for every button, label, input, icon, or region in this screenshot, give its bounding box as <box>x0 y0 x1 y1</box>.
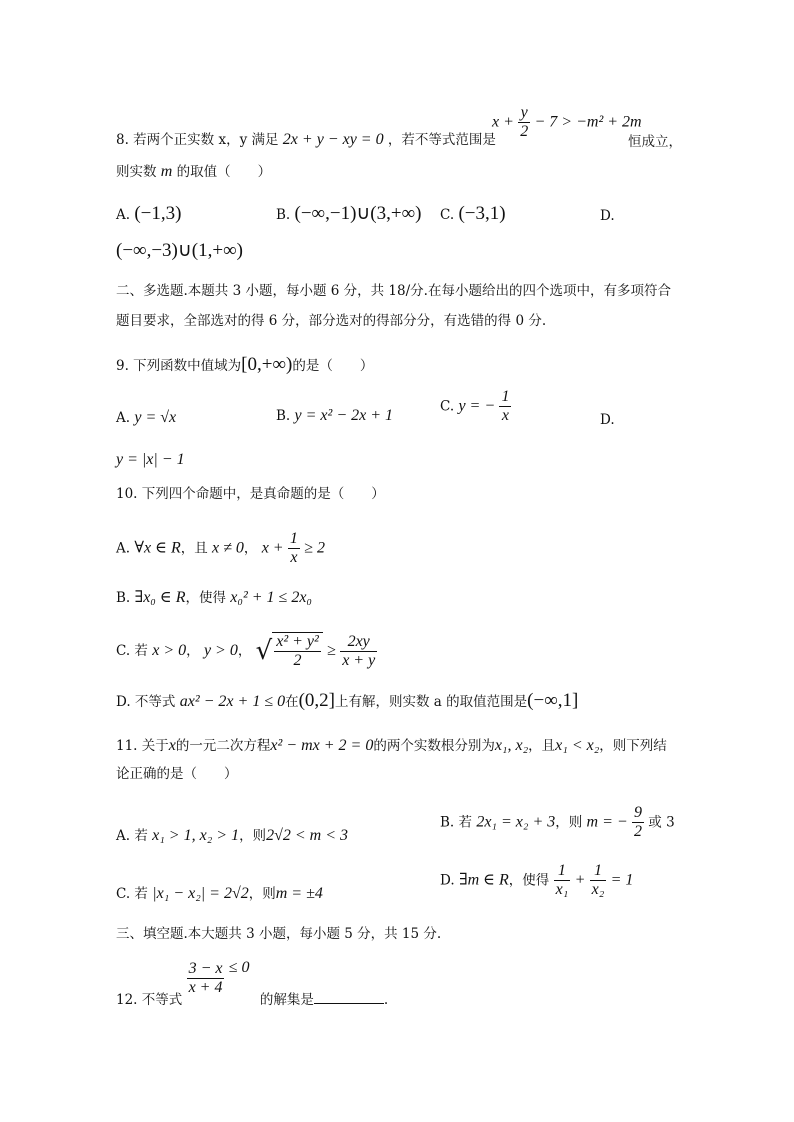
q8-option-b-value: (−∞,−1)∪(3,+∞) <box>294 203 422 224</box>
q10-a-cond: x ≠ 0 <box>212 539 244 557</box>
q10-option-a-label: A. <box>116 540 131 557</box>
q11-d-exists: ∃m ∈ R <box>458 871 509 889</box>
q11-b-cond: 2x₁ = x₂ + 3 <box>476 813 556 831</box>
q10-b-text: ，使得 <box>185 590 226 606</box>
q11-order: x₁ < x₂ <box>555 737 600 754</box>
q11-d-plus: + <box>574 871 586 889</box>
q11-stem-6: 论正确的是（ ） <box>116 766 238 782</box>
q8-option-d-value: (−∞,−3)∪(1,+∞) <box>116 240 243 261</box>
q8-stem-2: ，若不等式范围是 <box>387 132 496 148</box>
q9-c-den: x <box>501 407 509 425</box>
q9-option-a <box>116 408 176 427</box>
q12-den: x + 4 <box>188 979 223 996</box>
q12-period: . <box>383 992 389 1008</box>
q12-answer-blank[interactable] <box>314 989 384 1004</box>
q8-stem-5: 的取值（ ） <box>176 164 272 180</box>
q8-frac-den: 2 <box>520 123 529 141</box>
section2-instruction: 题目要求，全部选对的得 6 分，部分选对的得部分分，有选错的得 0 分. <box>116 313 547 329</box>
q8-option-c-label: C. <box>440 207 455 223</box>
q11-a-result: 2√2 < m < 3 <box>266 827 348 844</box>
q11-var-x: x <box>168 737 176 754</box>
q11-d-den2: x₂ <box>591 881 605 899</box>
q10-c-comma1: ， <box>186 642 200 659</box>
q8-stem: 8. 若两个正实数 x，y 满足 <box>116 132 279 148</box>
q8-option-d-label: D. <box>600 208 615 224</box>
q10-option-d <box>116 690 578 713</box>
q9-option-b <box>276 406 393 425</box>
q12-stem: 12. 不等式 <box>116 992 183 1008</box>
q10-c-den: x + y <box>342 651 376 669</box>
q11-stem-5: ，则下列结 <box>599 738 667 754</box>
q10-option-d-label: D. 不等式 <box>116 694 176 710</box>
q9-option-d-label: D. <box>600 412 615 428</box>
q11-d-num2: 1 <box>590 862 607 881</box>
q10-d-range: (−∞,1] <box>527 690 579 711</box>
q10-b-ineq: x₀² + 1 ≤ 2x₀ <box>230 589 312 606</box>
q8-ineq-right: − 7 > −m² + 2m <box>534 113 642 131</box>
sqrt-icon: √ <box>255 635 273 666</box>
q11-option-c-label: C. 若 <box>116 886 148 902</box>
q10-c-radicand <box>272 632 323 671</box>
q12-stem-2: 的解集是 <box>259 992 314 1008</box>
q11-d-text: ，使得 <box>508 872 550 889</box>
q10-option-a <box>116 530 325 568</box>
q8-fraction <box>518 104 530 142</box>
q9-stem-2: 的是（ ） <box>292 358 374 374</box>
q11-b-text: ，则 <box>555 814 583 831</box>
q8-frac-num: y <box>518 104 530 123</box>
q10-d-text: 在 <box>285 694 299 710</box>
q9-line1 <box>116 354 373 377</box>
q11-d-eq: = 1 <box>610 871 634 889</box>
q10-c-ge: ≥ <box>327 641 336 659</box>
q11-d-den1: x₁ <box>555 881 569 899</box>
q11-option-c <box>116 884 323 903</box>
q11-equation: x² − mx + 2 = 0 <box>270 737 374 754</box>
q11-b-or: 或 3 <box>648 814 675 831</box>
q8-option-a <box>116 203 181 226</box>
q8-stem-4: 则实数 <box>116 164 157 180</box>
q10-d-text-2: 上有解，则实数 a 的取值范围是 <box>335 694 528 710</box>
q12-num: 3 − x <box>187 960 225 979</box>
q9-option-d-value: y = |x| − 1 <box>116 451 185 468</box>
q10-c-root-fraction <box>274 633 321 671</box>
q11-a-cond: x₁ > 1, x₂ > 1 <box>152 827 240 844</box>
q10-option-b <box>116 588 312 607</box>
q11-stem: 11. 关于 <box>116 738 169 754</box>
q10-a-comma: ， <box>243 540 258 557</box>
q10-c-num: 2xy <box>340 633 377 652</box>
q10-a-forall: ∀x ∈ R <box>134 539 181 557</box>
q8-option-c-value: (−3,1) <box>458 203 506 224</box>
q9-option-c-label: C. <box>440 398 455 415</box>
q11-d-fraction-1 <box>554 862 571 900</box>
q11-d-fraction-2 <box>590 862 607 900</box>
q8-ineq-left: x + <box>492 113 514 131</box>
q10-a-text: ，且 <box>180 540 208 557</box>
q11-line1 <box>116 736 667 755</box>
q10-c-x: x > 0 <box>152 641 187 659</box>
q11-option-d-label: D. <box>440 872 455 889</box>
q11-option-a <box>116 826 348 845</box>
q10-a-fraction <box>288 530 300 568</box>
q10-a-ge: ≥ 2 <box>304 539 325 557</box>
q11-c-cond: |x₁ − x₂| = 2√2 <box>152 885 249 902</box>
q11-a-text: ，则 <box>239 828 267 844</box>
q10-c-comma2: ， <box>237 642 252 659</box>
q9-option-d <box>116 450 185 469</box>
q11-option-b-label: B. 若 <box>440 814 473 831</box>
q10-option-c <box>116 632 377 671</box>
q11-stem-3: 的两个实数根分别为 <box>373 738 495 754</box>
q12-le: ≤ 0 <box>228 959 250 976</box>
q11-b-m: m = − <box>586 813 628 831</box>
q9-range: [0,+∞) <box>241 354 293 375</box>
q10-a-den: x <box>290 549 298 567</box>
q10-option-c-label: C. 若 <box>116 642 148 659</box>
q10-c-root-den: 2 <box>293 652 302 670</box>
q9-option-b-value: y = x² − 2x + 1 <box>294 407 394 424</box>
q10-option-b-label: B. <box>116 590 131 606</box>
q11-option-d <box>440 862 633 900</box>
q11-option-b <box>440 804 675 842</box>
q8-option-c <box>440 203 506 226</box>
q9-option-a-label: A. <box>116 410 131 426</box>
q8-option-a-value: (−1,3) <box>134 203 182 224</box>
q8-option-a-label: A. <box>116 207 131 223</box>
q8-stem-3: 恒成立， <box>628 134 682 150</box>
q10-a-num: 1 <box>288 530 300 549</box>
q11-roots: x₁, x₂ <box>494 737 529 754</box>
q10-c-fraction <box>340 633 377 671</box>
q12-line1 <box>116 958 388 1008</box>
q9-stem: 9. 下列函数中值域为 <box>116 358 242 374</box>
q9-option-c-fraction <box>499 388 511 426</box>
q11-c-result: m = ±4 <box>275 885 323 902</box>
q9-option-c <box>440 388 511 426</box>
q11-c-text: ，则 <box>248 886 276 902</box>
q9-option-c-lhs: y = − <box>458 397 496 415</box>
section3-heading: 三、填空题.本大题共 3 小题，每小题 5 分，共 15 分. <box>116 926 442 942</box>
q12-fraction <box>187 960 225 998</box>
section2-heading: 二、多选题.本题共 3 小题，每小题 6 分，共 18/分.在每小题给出的四个选项中，有多项符合 <box>116 283 671 299</box>
q8-line2 <box>116 162 271 181</box>
q8-var-m: m <box>160 163 173 180</box>
q8-line1 <box>116 130 496 149</box>
q10-d-ineq: ax² − 2x + 1 ≤ 0 <box>179 693 286 710</box>
q9-option-b-label: B. <box>276 408 291 424</box>
q10-b-exists: ∃x₀ ∈ R <box>134 589 186 606</box>
q11-b-num: 9 <box>632 804 644 823</box>
q8-option-b-label: B. <box>276 207 291 223</box>
q10-d-interval: (0,2] <box>298 690 336 711</box>
q11-b-den: 2 <box>633 823 642 841</box>
q8-option-b <box>276 203 421 226</box>
q11-b-fraction <box>632 804 644 842</box>
q10-c-y: y > 0 <box>203 641 238 659</box>
q11-option-a-label: A. 若 <box>116 828 148 844</box>
q9-option-a-value: y = √x <box>134 409 177 426</box>
q10-c-root-num: x² + y² <box>274 633 321 652</box>
q11-d-num1: 1 <box>554 862 571 881</box>
q9-c-num: 1 <box>499 388 511 407</box>
q8-option-d <box>116 240 243 263</box>
q10-stem: 10. 下列四个命题中，是真命题的是（ ） <box>116 486 385 502</box>
q11-stem-2: 的一元二次方程 <box>175 738 271 754</box>
q8-equation: 2x + y − xy = 0 <box>282 131 384 148</box>
q8-inequality <box>492 104 642 142</box>
q11-stem-4: ，且 <box>528 738 556 754</box>
q10-a-expr: x + <box>261 539 284 557</box>
